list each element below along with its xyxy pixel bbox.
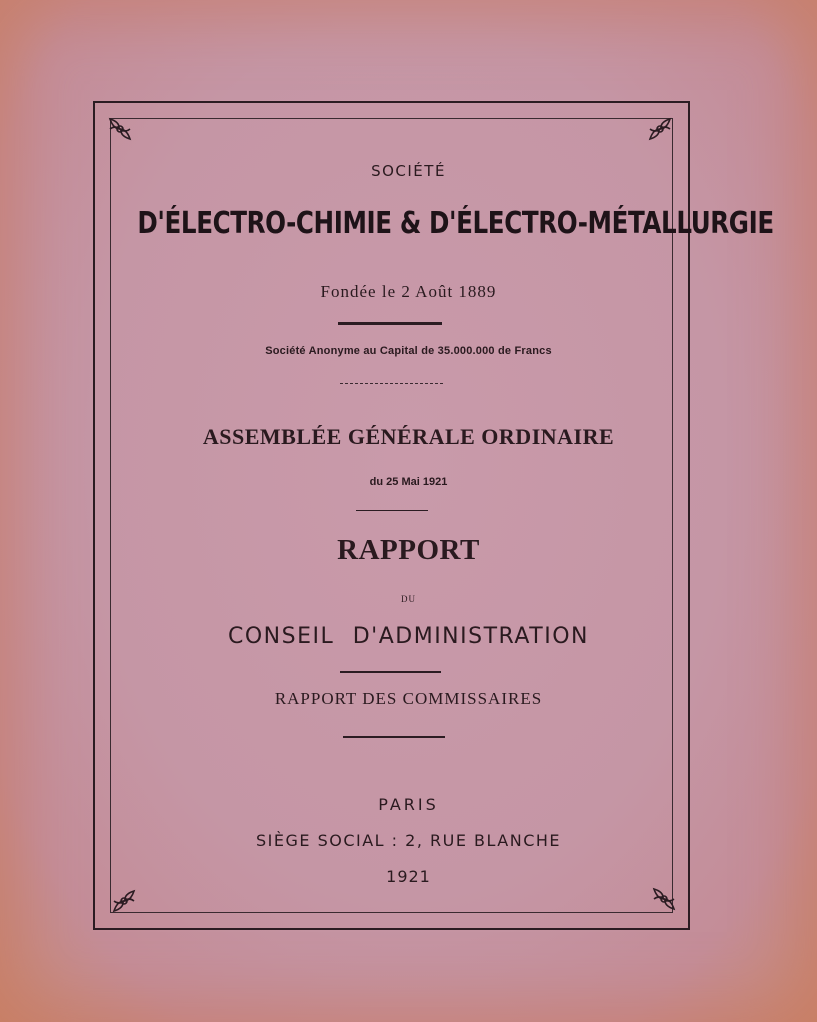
city-name: PARIS xyxy=(378,795,439,814)
divider-rule xyxy=(343,736,445,740)
auditors-report-title: RAPPORT DES COMMISSAIRES xyxy=(274,689,543,708)
corner-ornament-icon xyxy=(651,886,677,912)
report-title: RAPPORT xyxy=(337,534,480,566)
societe-label: SOCIÉTÉ xyxy=(371,162,446,180)
meeting-date: du 25 Mai 1921 xyxy=(369,476,448,488)
founding-date: Fondée le 2 Août 1889 xyxy=(320,282,497,301)
divider-rule xyxy=(340,383,443,384)
corner-ornament-icon xyxy=(107,116,133,142)
divider-rule xyxy=(340,671,441,673)
report-connector: DU xyxy=(401,594,416,604)
divider-rule xyxy=(338,322,442,325)
publication-year: 1921 xyxy=(386,867,431,886)
corner-ornament-icon xyxy=(111,888,137,914)
meeting-title: ASSEMBLÉE GÉNÉRALE ORDINAIRE xyxy=(202,424,615,449)
head-office-address: SIÈGE SOCIAL : 2, RUE BLANCHE xyxy=(256,831,561,850)
board-title: CONSEIL D'ADMINISTRATION xyxy=(228,624,589,649)
company-name: D'ÉLECTRO-CHIMIE & D'ÉLECTRO-MÉTALLURGIE xyxy=(137,206,774,241)
corner-ornament-icon xyxy=(647,116,673,142)
capital-statement: Société Anonyme au Capital de 35.000.000 de Francs xyxy=(265,345,552,357)
divider-rule xyxy=(356,510,428,511)
